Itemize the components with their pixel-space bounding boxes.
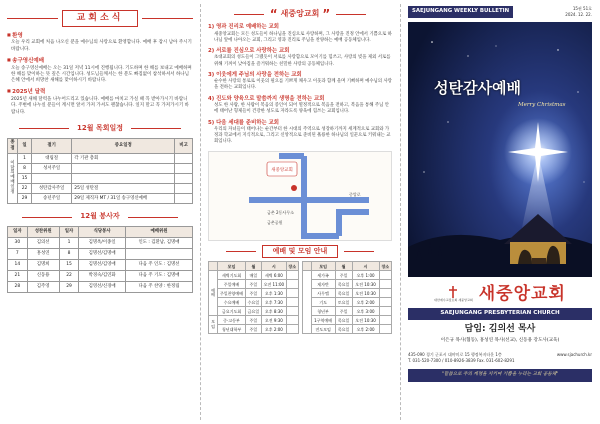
worship-name: 청년대학부 <box>218 325 246 334</box>
schedule-event: 각 기관 총회 <box>72 154 175 164</box>
location-map <box>208 151 392 241</box>
table-row <box>302 307 392 316</box>
staff-cell: 1 <box>59 237 79 248</box>
table-row <box>209 316 299 325</box>
staff-col-header: 일자 <box>59 226 79 237</box>
map-park-label: 금촌공원 <box>267 219 283 225</box>
church-brand <box>408 283 592 307</box>
worship-name: 세가족 <box>311 271 335 280</box>
schedule-group-label: 이 달의 예배 일정 <box>8 154 18 204</box>
vision-column <box>200 0 400 424</box>
staff-cell: 30 <box>8 237 28 248</box>
church-name-text: 새중앙교회 <box>280 9 320 19</box>
table-row <box>209 325 299 334</box>
worship-day: 금요일 <box>246 307 262 316</box>
worship-header <box>208 245 392 259</box>
table-row <box>8 194 193 204</box>
table-row <box>8 154 193 164</box>
worship-col-header: 시 <box>261 262 286 271</box>
worship-day: 목요일 <box>335 325 352 334</box>
cover-subtitle: Merry Christmas <box>518 101 566 108</box>
schedule-season: 성서주일 <box>32 164 72 174</box>
church-name-header: “ 새중앙교회 ” <box>269 7 331 21</box>
table-row <box>8 270 193 281</box>
staff-cell: 14 <box>8 259 28 270</box>
worship-table-left <box>208 261 299 334</box>
worship-name: 금요기도회 <box>218 307 246 316</box>
address-text: 435-090 경기 군포시 대야미로 15 행정복지타운 1층 <box>408 352 502 358</box>
vision-body: 새중앙교회는 모든 성도들이 하나님을 진심으로 사랑하며, 그 사랑을 진정 안에서 기쁨으로 하나님 앞에 나아오는 교회, 그리고 영과 진리로 주님을 찬양하는 예배 공동체입니다. <box>214 31 392 43</box>
cover-illustration <box>408 22 592 277</box>
worship-time: 오전 9:30 <box>261 316 286 325</box>
table-row <box>209 271 299 280</box>
worship-time: 오후 2:00 <box>261 325 286 334</box>
worship-time: 오후 3:00 <box>352 307 379 316</box>
worship-col-header: 월 <box>335 262 352 271</box>
vision-body: 초대교회의 성도들이 그랬듯이 서로를 사랑함으로 모이기를 힘쓰고, 사랑의 빚을 제외 서로를 위해 기꺼이 낮아짐을 즐거워하는 친밀한 사랑의 공동체입니다. <box>214 55 391 67</box>
table-row <box>8 281 193 292</box>
staff-cell: 15 <box>59 259 79 270</box>
website-link[interactable]: www.sjachurch.kr <box>556 352 592 358</box>
news-item-title: ■ 환영 <box>7 32 193 41</box>
worship-name: 사무엘 <box>311 289 335 298</box>
table-row <box>8 174 193 184</box>
staff-title: 12월 봉사자 <box>80 212 120 221</box>
schedule-note <box>175 164 193 174</box>
worship-place <box>379 325 391 334</box>
worship-place <box>286 307 298 316</box>
schedule-day: 29 <box>18 194 32 204</box>
worship-place <box>286 289 298 298</box>
worship-place <box>379 298 391 307</box>
table-row <box>8 164 193 174</box>
worship-time: 오전 10:30 <box>352 316 379 325</box>
worship-time: 오후 7:30 <box>261 298 286 307</box>
staff-cell: 21 <box>8 270 28 281</box>
staff-cell: 인도 : 김환남, 김명애 <box>125 237 192 248</box>
worship-time: 오전 11:00 <box>261 280 286 289</box>
staff-col-header: 예배위원 <box>125 226 192 237</box>
worship-place <box>286 280 298 289</box>
table-row <box>302 325 392 334</box>
church-logo <box>434 286 473 302</box>
worship-day: 토요일 <box>335 298 352 307</box>
staff-cell: 김명선/김영애 <box>79 259 126 270</box>
worship-group-label: 예배 <box>209 271 218 316</box>
worship-day: 주일 <box>335 271 352 280</box>
cross-logo-icon <box>445 286 461 298</box>
schedule-title: 12월 목회일정 <box>77 124 123 133</box>
staff-cell: 김영선/신경애 <box>79 281 126 292</box>
manger-icon <box>532 258 546 264</box>
worship-name: 주일찬양예배 <box>218 289 246 298</box>
church-name-eng: SAEJUNGANG PRESBYTERIAN CHURCH <box>408 308 592 320</box>
worship-title: 예배 및 모임 안내 <box>262 245 339 259</box>
worship-name: 수요예배 <box>218 298 246 307</box>
news-title: 교회소식 <box>62 10 139 27</box>
table-row <box>8 237 193 248</box>
phone-text: T. 031-520-7300 / 010-8926-3839 Fax. 031-602-8291 <box>408 358 515 364</box>
staff-cell: 홍성연 <box>27 248 59 259</box>
worship-name: 주일예배 <box>218 280 246 289</box>
vision-title: 4) 진도와 양육으로 말씀까지 생명을 전하는 교회 <box>208 95 325 102</box>
schedule-col-header: 비고 <box>175 138 193 153</box>
table-row <box>302 280 392 289</box>
worship-col-header: 장소 <box>286 262 298 271</box>
schedule-season <box>32 174 72 184</box>
worship-time: 새벽 6:00 <box>261 271 286 280</box>
worship-day: 목요일 <box>335 289 352 298</box>
worship-day: 주일 <box>246 289 262 298</box>
staff-cell: 22 <box>59 270 79 281</box>
staff-cell: 7 <box>8 248 28 259</box>
worship-day: 주일 <box>246 280 262 289</box>
worship-name: 기도 <box>311 298 335 307</box>
staff-cell: 다음 주 기도 : 김명애 <box>125 270 192 281</box>
vision-item <box>208 48 392 68</box>
vision-title: 5) 다음 세대를 준비하는 교회 <box>208 119 280 126</box>
schedule-season: 송년주일 <box>32 194 72 204</box>
staff-cell: 김의선 <box>27 237 59 248</box>
schedule-day: 1 <box>18 154 32 164</box>
worship-col-header: 시 <box>352 262 379 271</box>
news-column <box>0 0 200 424</box>
vision-title: 1) 영과 진리로 예배하는 교회 <box>208 24 280 30</box>
schedule-note <box>175 194 193 204</box>
worship-place <box>286 325 298 334</box>
worship-place <box>379 307 391 316</box>
issue-number: 15권 51호 <box>572 6 592 11</box>
worship-name: 중·고등부 <box>218 316 246 325</box>
staff-cell: 다음 주 인도 : 김명선 <box>125 259 192 270</box>
worship-day: 매일 <box>246 271 262 280</box>
staff-cell: 28 <box>8 281 28 292</box>
vision-item <box>208 24 392 44</box>
news-item-title: ■ 2025년 달력 <box>7 88 193 97</box>
logo-caption: 대한예수교장로회 새중앙교회 <box>434 298 473 303</box>
worship-place <box>286 271 298 280</box>
worship-day: 목요일 <box>335 316 352 325</box>
worship-place <box>379 271 391 280</box>
cover-column <box>400 0 600 424</box>
staff-col-header: 식당봉사 <box>79 226 126 237</box>
table-row <box>209 280 299 289</box>
map-road-label: 중앙로 <box>349 191 361 197</box>
worship-col-header <box>209 262 218 271</box>
staff-cell: 신동용 <box>27 270 59 281</box>
schedule-day: 15 <box>18 174 32 184</box>
worship-time: 오후 1:00 <box>352 271 379 280</box>
worship-col-header <box>302 262 311 271</box>
staff-col-header: 성찬위원 <box>27 226 59 237</box>
worship-time: 오후 2:00 <box>352 325 379 334</box>
pastor-name: 담임: 김의선 목사 <box>464 324 536 335</box>
schedule-note <box>175 154 193 164</box>
worship-name: 새벽기도회 <box>218 271 246 280</box>
worship-time: 오전 10:30 <box>352 289 379 298</box>
vision-item <box>208 96 392 116</box>
worship-place <box>286 316 298 325</box>
worship-col-header: 장소 <box>379 262 391 271</box>
schedule-note <box>175 184 193 194</box>
bulletin-tag: SAEJUNGANG WEEKLY BULLETIN <box>408 6 513 18</box>
news-item-body: 오늘 송구영신예배는 오는 31일 저녁 11시에 진행됩니다. 기도하며 한 해를 보내고 예배하며 한 해를 맞이하는 뜻 깊은 시간입니다. 성도님들께서는 한 분도 빠짐없이 참석하셔서 하나님 은혜 안에서 희망찬 새해를 맞이하시기 바랍니다. <box>11 65 192 84</box>
table-row <box>209 289 299 298</box>
cover-title: 성탄감사예배 <box>434 78 521 97</box>
schedule-col-header: 절기 <box>32 138 72 153</box>
table-row <box>209 298 299 307</box>
vision-item <box>208 72 392 92</box>
vision-body: 순수한 사랑의 통로로 이웃의 필요를 기쁘게 채우고 이웃과 함께 울며 기뻐하며 예수님의 사랑을 전하는 교회입니다. <box>214 79 392 91</box>
staff-cell: 김주영 <box>27 281 59 292</box>
worship-col-header: 모임 <box>311 262 335 271</box>
table-row <box>8 248 193 259</box>
worship-place <box>379 289 391 298</box>
schedule-note <box>175 174 193 184</box>
church-motto: "말씀으로 주의 계명을 지키며 기쁨을 누리는 교회 공동체" <box>408 369 592 381</box>
vision-header <box>208 8 392 20</box>
table-row <box>209 307 299 316</box>
worship-day: 주일 <box>335 307 352 316</box>
staff-cell: 다음 주 찬양 : 한정림 <box>125 281 192 292</box>
schedule-col-header: 중요일정 <box>72 138 175 153</box>
bulletin-date: 2024. 12. 22. <box>565 11 592 17</box>
map-pin-icon <box>291 185 297 191</box>
staff-cell: 박경숙/김연화 <box>79 270 126 281</box>
table-row <box>302 271 392 280</box>
worship-name: 제자반 <box>311 280 335 289</box>
worship-place <box>379 316 391 325</box>
schedule-table <box>7 138 193 204</box>
schedule-season: 성탄감사주일 <box>32 184 72 194</box>
worship-group-spacer <box>302 271 311 334</box>
bulletin-header <box>408 6 592 18</box>
table-row <box>302 316 392 325</box>
table-row <box>8 259 193 270</box>
contact-block <box>408 352 592 364</box>
worship-place <box>379 280 391 289</box>
worship-place <box>286 298 298 307</box>
staff-cell: 김명선/김명애 <box>79 248 126 259</box>
map-church-label: 새중앙교회 <box>271 167 293 173</box>
schedule-event <box>72 174 175 184</box>
schedule-header <box>7 124 193 134</box>
map-drawing <box>209 152 391 240</box>
contact-left <box>408 352 515 364</box>
worship-day: 수요일 <box>246 298 262 307</box>
worship-time: 오후 1:30 <box>261 289 286 298</box>
schedule-col-header: 일 <box>18 138 32 153</box>
news-item-body: 오늘 우리 교회에 처음 나오신 분을 예수님의 사랑으로 환영합니다. 예배 후 잠시 남아 주시기 바랍니다. <box>11 40 192 52</box>
staff-col-header: 일자 <box>8 226 28 237</box>
table-row <box>8 184 193 194</box>
worship-time: 오후 8:30 <box>261 307 286 316</box>
worship-day: 목요일 <box>335 280 352 289</box>
worship-time: 오후 2:00 <box>352 298 379 307</box>
worship-name: 1구역예배 <box>311 316 335 325</box>
schedule-season: 대림절 <box>32 154 72 164</box>
news-item <box>7 57 193 85</box>
vision-body: 우리의 자녀들이 태어나는 순간부터 한 시대의 주역으로 성장하기까지 세계적으로 교회와 가정과 학교에서 지식적으로, 그리고 신앙적으로 준비된 훌륭한 하나님의 일꾼으로 키워내는 교회입니다. <box>214 127 391 145</box>
vision-item <box>208 120 392 146</box>
schedule-col-header: 종점 <box>8 138 18 153</box>
worship-day: 주일 <box>246 325 262 334</box>
table-row <box>302 298 392 307</box>
bulletin-meta <box>565 6 592 17</box>
map-station-label: 금촌 2동사무소 <box>267 209 295 215</box>
staff-cell: 김명희 <box>27 259 59 270</box>
worship-day: 주일 <box>246 316 262 325</box>
news-item-body: 2025년 새해 달력을 나누어드리고 있습니다. 예배를 마치고 가실 때 꼭 받아가시기 바랍니다. 주변에 나누실 분들이 계시면 앞서 가져 가셔도 괜찮습니다. 일지 말고 꼭 가져가시기 바랍니다. <box>11 97 189 115</box>
staff-cell: 8 <box>59 248 79 259</box>
vision-body: 성도 한 사람, 한 사람이 복음의 증인이 되어 열정적으로 복음을 전하고, 복음을 통해 주님 안에 태어난 형제들이 건강한 성도로 자라도록 양육에 힘쓰는 교회입니다. <box>214 103 390 115</box>
news-header <box>7 10 193 27</box>
worship-name: 청년부 <box>311 307 335 316</box>
staff-header <box>7 212 193 222</box>
staff-cell: 29 <box>59 281 79 292</box>
news-item <box>7 32 193 53</box>
news-item-title: ■ 송구영신예배 <box>7 57 193 66</box>
worship-time: 오전 10:30 <box>352 280 379 289</box>
table-row <box>302 289 392 298</box>
vision-title: 3) 이웃에게 주님의 사랑을 전하는 교회 <box>208 71 302 78</box>
schedule-day: 8 <box>18 164 32 174</box>
nativity-scene <box>408 22 592 277</box>
worship-group-label: 모임 <box>209 316 218 334</box>
staff-cell <box>125 248 192 259</box>
worship-col-header: 모임 <box>218 262 246 271</box>
schedule-day: 22 <box>18 184 32 194</box>
church-name-kor: 새중앙교회 <box>478 283 566 304</box>
worship-col-header: 월 <box>246 262 262 271</box>
staff-table <box>7 226 193 293</box>
schedule-event: 29일 제직자 MT / 31일 송구영신예배 <box>72 194 175 204</box>
worship-tables <box>208 261 392 334</box>
staff-line: 이은규 목사(협동), 홍성연 목사(선교), 신동용 강도사(교육) <box>440 337 560 343</box>
schedule-event: 25일 성탄절 <box>72 184 175 194</box>
vision-title: 2) 서로를 진심으로 사랑하는 교회 <box>208 47 290 54</box>
news-item <box>7 88 193 116</box>
worship-table-right <box>302 261 393 334</box>
schedule-event <box>72 164 175 174</box>
worship-name: 전도모임 <box>311 325 335 334</box>
staff-cell: 김명옥/이종일 <box>79 237 126 248</box>
